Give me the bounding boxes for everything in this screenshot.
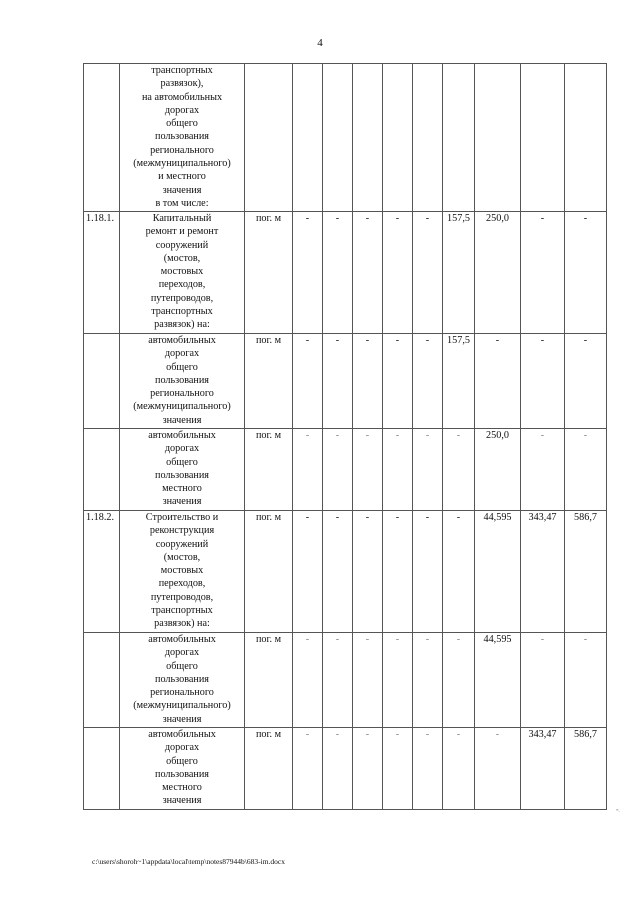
value-cell: - [565,212,607,334]
value-cell: - [413,429,443,511]
value-cell: - [413,212,443,334]
value-cell: - [323,212,353,334]
row-number-cell: 1.18.1. [84,212,120,334]
row-number-cell [84,64,120,212]
value-cell: 157,5 [443,334,475,429]
value-cell: - [293,511,323,633]
row-number-cell [84,334,120,429]
row-name-line: Капитальный [152,213,212,224]
unit-cell: пог. м [245,728,293,810]
row-name-line: Строительство и [145,512,219,523]
value-cell: - [413,511,443,633]
row-name-cell [120,212,245,334]
table-row [84,334,607,429]
row-name-line: дорогах [164,104,200,116]
value-cell: - [383,633,413,728]
row-name-line: дорогах [164,742,200,754]
row-name-line: регионального [150,687,214,699]
row-name-cell [120,64,245,212]
row-name-line: автомобильных [148,634,216,645]
value-cell: - [383,511,413,633]
value-cell: - [413,334,443,429]
value-cell: - [353,728,383,810]
value-cell: - [383,334,413,429]
value-cell [353,64,383,212]
row-name-line: пользования [155,374,209,386]
row-number-cell [84,728,120,810]
unit-cell: пог. м [245,633,293,728]
row-name-line: регионального [150,388,214,400]
value-cell: - [521,429,565,511]
value-cell: - [353,212,383,334]
row-name-cell [120,728,245,810]
row-name-line: дорогах [164,647,200,659]
row-name-line: транспортных [151,306,213,318]
value-cell: - [565,429,607,511]
table-row [84,429,607,511]
row-name-cell [120,334,245,429]
value-cell: - [565,334,607,429]
value-cell: - [323,728,353,810]
row-name-line: дорогах [164,348,200,360]
value-cell: - [353,633,383,728]
row-name-line: регионального [150,144,214,156]
row-name-line: сооружений [155,538,209,550]
row-name-line: ремонт и ремонт [145,226,219,238]
row-number-cell [84,633,120,728]
row-name-line: местного [162,483,202,495]
table-row [84,511,607,633]
row-name-line: переходов, [158,578,206,590]
value-cell: - [443,511,475,633]
table-row [84,728,607,810]
value-cell: - [323,633,353,728]
data-table [83,63,607,810]
value-cell: - [323,334,353,429]
row-name-line: значения [162,184,202,196]
row-name-line: и местного [158,171,206,183]
corner-mark: ᵐ. [616,809,620,814]
value-cell: 250,0 [475,429,521,511]
row-name-line: автомобильных [148,729,216,740]
row-name-line: пользования [155,673,209,685]
row-name-line: общего [166,361,198,373]
unit-cell: пог. м [245,511,293,633]
row-name-line: местного [162,782,202,794]
value-cell: - [353,511,383,633]
value-cell: - [565,633,607,728]
value-cell [293,64,323,212]
value-cell: - [383,212,413,334]
value-cell: - [383,429,413,511]
value-cell: 44,595 [475,511,521,633]
row-name-line: сооружений [155,239,209,251]
row-name-line: (мостов, [163,551,201,563]
page-number: 4 [317,37,323,49]
row-name-line: путепроводов, [150,591,214,603]
row-name-line: значения [162,795,202,807]
value-cell: - [323,511,353,633]
table-row [84,633,607,728]
value-cell: - [521,334,565,429]
row-name-line: переходов, [158,279,206,291]
unit-cell [245,64,293,212]
unit-cell: пог. м [245,334,293,429]
value-cell: 250,0 [475,212,521,334]
value-cell: - [293,334,323,429]
value-cell: - [521,633,565,728]
row-name-line: общего [166,118,198,130]
row-name-line: общего [166,755,198,767]
value-cell: - [443,633,475,728]
value-cell: - [383,728,413,810]
table-body [84,64,607,810]
value-cell [413,64,443,212]
value-cell: - [443,429,475,511]
row-name-line: (межмуниципального) [133,401,231,413]
value-cell: - [353,334,383,429]
row-name-line: (межмуниципального) [133,158,231,170]
row-number-cell: 1.18.2. [84,511,120,633]
value-cell: - [293,429,323,511]
value-cell: - [353,429,383,511]
footer-file-path: c:\users\shoroh~1\appdata\local\temp\notes87944b\683-im.docx [92,857,285,866]
row-name-line: мостовых [160,565,204,577]
row-name-line: пользования [155,768,209,780]
row-name-line: развязок) на: [154,618,210,630]
row-name-line: в том числе: [155,197,209,209]
unit-cell: пог. м [245,212,293,334]
table-row [84,64,607,212]
row-name-cell [120,429,245,511]
row-name-line: значения [162,496,202,508]
table-row [84,212,607,334]
row-name-line: транспортных [151,605,213,617]
value-cell: - [521,212,565,334]
value-cell: - [475,728,521,810]
row-name-cell [120,511,245,633]
value-cell: 586,7 [565,511,607,633]
row-name-line: путепроводов, [150,292,214,304]
row-number-cell [84,429,120,511]
unit-cell: пог. м [245,429,293,511]
value-cell: - [475,334,521,429]
row-name-line: значения [162,713,202,725]
value-cell [521,64,565,212]
value-cell: 157,5 [443,212,475,334]
row-name-line: развязок), [160,78,204,90]
row-name-line: автомобильных [148,335,216,346]
value-cell: - [413,633,443,728]
row-name-line: транспортных [151,65,213,76]
row-name-line: на автомобильных [141,91,223,103]
value-cell: 343,47 [521,511,565,633]
value-cell: - [413,728,443,810]
value-cell: 343,47 [521,728,565,810]
value-cell [443,64,475,212]
row-name-line: пользования [155,469,209,481]
row-name-line: общего [166,660,198,672]
value-cell: - [293,212,323,334]
value-cell: - [293,728,323,810]
row-name-cell [120,633,245,728]
row-name-line: реконструкция [149,525,215,537]
row-name-line: дорогах [164,443,200,455]
row-name-line: мостовых [160,266,204,278]
row-name-line: (мостов, [163,252,201,264]
value-cell [475,64,521,212]
value-cell [565,64,607,212]
value-cell [383,64,413,212]
value-cell: - [443,728,475,810]
row-name-line: автомобильных [148,430,216,441]
value-cell: - [293,633,323,728]
row-name-line: (межмуниципального) [133,700,231,712]
row-name-line: развязок) на: [154,319,210,331]
row-name-line: пользования [155,131,209,143]
value-cell [323,64,353,212]
value-cell: 586,7 [565,728,607,810]
row-name-line: значения [162,414,202,426]
value-cell: 44,595 [475,633,521,728]
value-cell: - [323,429,353,511]
row-name-line: общего [166,456,198,468]
